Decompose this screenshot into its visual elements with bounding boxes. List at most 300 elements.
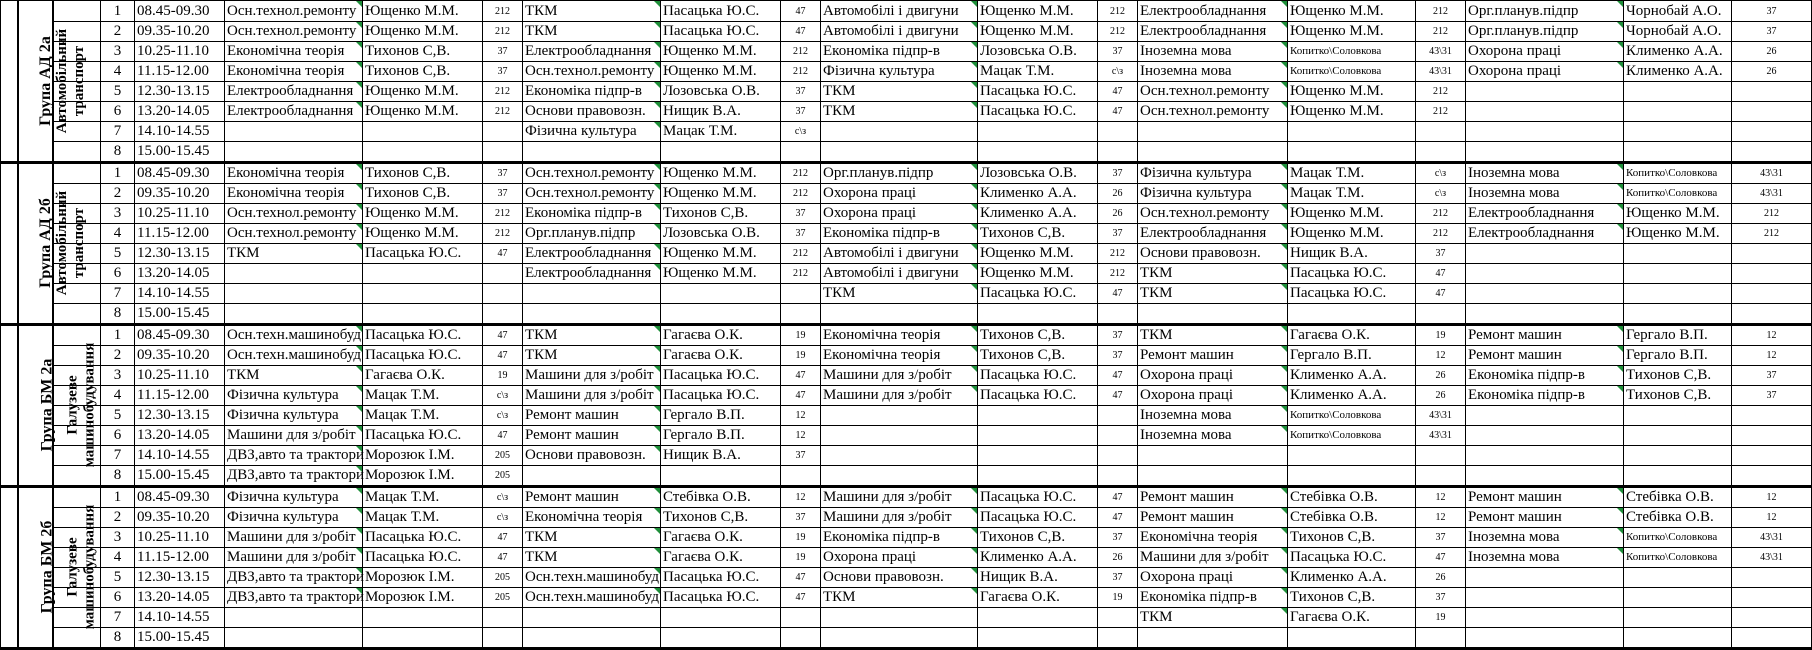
room-cell bbox=[781, 628, 821, 649]
teacher-cell bbox=[363, 284, 483, 304]
comment-marker-icon bbox=[654, 326, 660, 332]
teacher-cell bbox=[1624, 264, 1732, 284]
subject-cell: ДВЗ,авто та трактори bbox=[225, 466, 363, 487]
room-cell bbox=[1098, 608, 1138, 628]
teacher-cell: Ющенко М.М. bbox=[1288, 204, 1416, 224]
room-cell: 37 bbox=[781, 82, 821, 102]
room-cell: 47 bbox=[1098, 386, 1138, 406]
table-row bbox=[1, 508, 1812, 528]
room-cell: 26 bbox=[1732, 42, 1812, 62]
room-cell: 37 bbox=[1098, 163, 1138, 184]
subject-cell bbox=[1466, 406, 1624, 426]
subject-cell bbox=[821, 446, 978, 466]
teacher-cell: Копитко\Соловкова bbox=[1624, 163, 1732, 184]
comment-marker-icon bbox=[971, 22, 977, 28]
room-cell: 43\31 bbox=[1732, 184, 1812, 204]
subject-cell: Ремонт машин bbox=[1138, 508, 1288, 528]
room-cell: 47 bbox=[781, 386, 821, 406]
teacher-cell bbox=[363, 608, 483, 628]
room-cell: 26 bbox=[1416, 568, 1466, 588]
subject-cell: ТКМ bbox=[225, 366, 363, 386]
teacher-cell: Клименко А.А. bbox=[1624, 42, 1732, 62]
comment-marker-icon bbox=[654, 426, 660, 432]
room-cell bbox=[1732, 466, 1812, 487]
room-cell: 26 bbox=[1098, 548, 1138, 568]
subject-cell: Машини для з/робіт bbox=[821, 487, 978, 508]
teacher-cell bbox=[1624, 304, 1732, 325]
teacher-cell: Морозюк І.М. bbox=[363, 466, 483, 487]
room-cell: 47 bbox=[781, 366, 821, 386]
room-cell bbox=[1098, 122, 1138, 142]
comment-marker-icon bbox=[1617, 326, 1623, 332]
room-cell: 212 bbox=[483, 204, 523, 224]
teacher-cell bbox=[363, 142, 483, 163]
room-cell: 26 bbox=[1098, 184, 1138, 204]
table-row bbox=[1, 224, 1812, 244]
subject-cell: ТКМ bbox=[821, 82, 978, 102]
teacher-cell bbox=[1624, 82, 1732, 102]
subject-cell: Іноземна мова bbox=[1466, 184, 1624, 204]
lesson-time: 09.35-10.20 bbox=[135, 184, 225, 204]
comment-marker-icon bbox=[971, 224, 977, 230]
teacher-cell bbox=[1288, 142, 1416, 163]
teacher-cell bbox=[363, 304, 483, 325]
comment-marker-icon bbox=[1281, 284, 1287, 290]
lesson-time: 11.15-12.00 bbox=[135, 548, 225, 568]
teacher-cell bbox=[978, 628, 1098, 649]
room-cell: 205 bbox=[483, 466, 523, 487]
lesson-number: 8 bbox=[101, 304, 135, 325]
room-cell: 19 bbox=[781, 325, 821, 346]
comment-marker-icon bbox=[356, 22, 362, 28]
specialty-line: машинобудування bbox=[80, 342, 97, 468]
lesson-number: 1 bbox=[101, 325, 135, 346]
lesson-number: 7 bbox=[101, 122, 135, 142]
lesson-number: 3 bbox=[101, 204, 135, 224]
subject-cell: Охорона праці bbox=[1138, 366, 1288, 386]
comment-marker-icon bbox=[971, 346, 977, 352]
teacher-cell: Гагаєва О.К. bbox=[661, 548, 781, 568]
room-cell: 212 bbox=[483, 224, 523, 244]
comment-marker-icon bbox=[971, 62, 977, 68]
subject-cell bbox=[523, 466, 661, 487]
subject-cell bbox=[225, 122, 363, 142]
room-cell bbox=[483, 142, 523, 163]
specialty-line: Автомобільний bbox=[53, 28, 70, 133]
lesson-number: 2 bbox=[101, 346, 135, 366]
lesson-number: 5 bbox=[101, 82, 135, 102]
teacher-cell bbox=[1624, 466, 1732, 487]
room-cell bbox=[781, 466, 821, 487]
room-cell: 212 bbox=[781, 184, 821, 204]
lesson-time: 13.20-14.05 bbox=[135, 264, 225, 284]
comment-marker-icon bbox=[356, 164, 362, 170]
teacher-cell: Ющенко М.М. bbox=[1624, 204, 1732, 224]
comment-marker-icon bbox=[1617, 346, 1623, 352]
subject-cell: ТКМ bbox=[523, 325, 661, 346]
subject-cell: Орг.планув.підпр bbox=[1466, 1, 1624, 22]
teacher-cell: Пасацька Ю.С. bbox=[978, 487, 1098, 508]
comment-marker-icon bbox=[1281, 204, 1287, 210]
comment-marker-icon bbox=[356, 426, 362, 432]
teacher-cell: Ющенко М.М. bbox=[661, 264, 781, 284]
subject-cell bbox=[523, 142, 661, 163]
table-row bbox=[1, 588, 1812, 608]
lesson-time: 09.35-10.20 bbox=[135, 346, 225, 366]
room-cell: 37 bbox=[1416, 244, 1466, 264]
subject-cell bbox=[1466, 122, 1624, 142]
comment-marker-icon bbox=[356, 446, 362, 452]
lesson-number: 8 bbox=[101, 466, 135, 487]
subject-cell: Машини для з/робіт bbox=[821, 386, 978, 406]
room-cell bbox=[1098, 466, 1138, 487]
comment-marker-icon bbox=[654, 346, 660, 352]
comment-marker-icon bbox=[971, 366, 977, 372]
group-name-cell bbox=[1, 487, 56, 649]
room-cell: 12 bbox=[1416, 487, 1466, 508]
room-cell: 19 bbox=[781, 528, 821, 548]
subject-cell: ТКМ bbox=[821, 102, 978, 122]
room-cell: 37 bbox=[781, 102, 821, 122]
lesson-number: 2 bbox=[101, 184, 135, 204]
lesson-time: 14.10-14.55 bbox=[135, 122, 225, 142]
room-cell: 26 bbox=[1732, 62, 1812, 82]
room-cell: 43\31 bbox=[1732, 163, 1812, 184]
teacher-cell: Клименко А.А. bbox=[978, 204, 1098, 224]
teacher-cell: Тихонов С,В. bbox=[978, 224, 1098, 244]
subject-cell: Економіка підпр-в bbox=[821, 528, 978, 548]
subject-cell: Орг.планув.підпр bbox=[821, 163, 978, 184]
room-cell: 47 bbox=[781, 22, 821, 42]
room-cell: 212 bbox=[781, 244, 821, 264]
subject-cell: Машини для з/робіт bbox=[225, 548, 363, 568]
subject-cell: Ремонт машин bbox=[1466, 487, 1624, 508]
teacher-cell: Тихонов С,В. bbox=[1624, 386, 1732, 406]
subject-cell: Охорона праці bbox=[1138, 386, 1288, 406]
table-row bbox=[1, 204, 1812, 224]
room-cell: 47 bbox=[483, 548, 523, 568]
teacher-cell: Ющенко М.М. bbox=[363, 1, 483, 22]
teacher-cell: Гагаєва О.К. bbox=[661, 528, 781, 548]
teacher-cell: Мацак Т.М. bbox=[363, 406, 483, 426]
teacher-cell: Нищик В.А. bbox=[661, 102, 781, 122]
lesson-number: 5 bbox=[101, 406, 135, 426]
teacher-cell: Мацак Т.М. bbox=[661, 122, 781, 142]
room-cell: 212 bbox=[1732, 204, 1812, 224]
room-cell: 12 bbox=[1416, 346, 1466, 366]
comment-marker-icon bbox=[1281, 22, 1287, 28]
room-cell: 37 bbox=[1098, 224, 1138, 244]
teacher-cell bbox=[978, 406, 1098, 426]
room-cell: 47 bbox=[1098, 102, 1138, 122]
teacher-cell: Мацак Т.М. bbox=[1288, 184, 1416, 204]
specialty-name bbox=[54, 191, 88, 295]
comment-marker-icon bbox=[1281, 102, 1287, 108]
teacher-cell bbox=[1624, 446, 1732, 466]
comment-marker-icon bbox=[654, 386, 660, 392]
room-cell bbox=[1416, 122, 1466, 142]
subject-cell bbox=[1138, 446, 1288, 466]
comment-marker-icon bbox=[1281, 406, 1287, 412]
comment-marker-icon bbox=[971, 488, 977, 494]
teacher-cell bbox=[1288, 628, 1416, 649]
table-row bbox=[1, 184, 1812, 204]
comment-marker-icon bbox=[654, 508, 660, 514]
subject-cell bbox=[225, 264, 363, 284]
subject-cell: Охорона праці bbox=[821, 184, 978, 204]
room-cell bbox=[1416, 628, 1466, 649]
teacher-cell: Пасацька Ю.С. bbox=[363, 244, 483, 264]
comment-marker-icon bbox=[654, 204, 660, 210]
room-cell: 26 bbox=[1416, 366, 1466, 386]
subject-cell: Охорона праці bbox=[1466, 42, 1624, 62]
subject-cell: Основи правовозн. bbox=[523, 446, 661, 466]
table-row bbox=[1, 304, 1812, 325]
room-cell: 212 bbox=[1098, 1, 1138, 22]
teacher-cell: Ющенко М.М. bbox=[661, 42, 781, 62]
teacher-cell: Ющенко М.М. bbox=[1288, 224, 1416, 244]
subject-cell: Основи правовозн. bbox=[1138, 244, 1288, 264]
teacher-cell: Копитко\Соловкова bbox=[1624, 548, 1732, 568]
room-cell: 212 bbox=[1098, 22, 1138, 42]
comment-marker-icon bbox=[1281, 42, 1287, 48]
teacher-cell bbox=[978, 304, 1098, 325]
room-cell bbox=[1416, 446, 1466, 466]
subject-cell: Осн.технол.ремонту bbox=[225, 1, 363, 22]
room-cell: 212 bbox=[1416, 102, 1466, 122]
teacher-cell bbox=[1624, 406, 1732, 426]
room-cell: 47 bbox=[781, 568, 821, 588]
subject-cell: Фізична культура bbox=[225, 487, 363, 508]
table-row bbox=[1, 528, 1812, 548]
comment-marker-icon bbox=[971, 1, 977, 7]
room-cell bbox=[1732, 244, 1812, 264]
room-cell: 47 bbox=[483, 528, 523, 548]
room-cell: 212 bbox=[1732, 224, 1812, 244]
room-cell: 37 bbox=[1732, 22, 1812, 42]
lesson-number: 6 bbox=[101, 102, 135, 122]
comment-marker-icon bbox=[1617, 386, 1623, 392]
subject-cell: Економічна теорія bbox=[821, 346, 978, 366]
subject-cell: Електрообладнання bbox=[225, 102, 363, 122]
room-cell: 37 bbox=[1098, 325, 1138, 346]
room-cell: 37 bbox=[1416, 528, 1466, 548]
subject-cell: Автомобілі і двигуни bbox=[821, 264, 978, 284]
comment-marker-icon bbox=[1281, 366, 1287, 372]
teacher-cell: Чорнобай А.О. bbox=[1624, 1, 1732, 22]
subject-cell bbox=[1466, 608, 1624, 628]
room-cell: 19 bbox=[483, 366, 523, 386]
room-cell bbox=[1732, 608, 1812, 628]
room-cell bbox=[483, 122, 523, 142]
teacher-cell: Клименко А.А. bbox=[978, 548, 1098, 568]
comment-marker-icon bbox=[1617, 164, 1623, 170]
teacher-cell bbox=[1624, 426, 1732, 446]
room-cell: 43\31 bbox=[1416, 426, 1466, 446]
lesson-time: 12.30-13.15 bbox=[135, 82, 225, 102]
subject-cell bbox=[523, 284, 661, 304]
lesson-time: 08.45-09.30 bbox=[135, 1, 225, 22]
subject-cell: Фізична культура bbox=[225, 406, 363, 426]
comment-marker-icon bbox=[1281, 508, 1287, 514]
room-cell: 37 bbox=[1732, 366, 1812, 386]
lesson-number: 1 bbox=[101, 163, 135, 184]
subject-cell: Електрообладнання bbox=[523, 244, 661, 264]
room-cell: 212 bbox=[1098, 244, 1138, 264]
comment-marker-icon bbox=[971, 164, 977, 170]
room-cell bbox=[1732, 264, 1812, 284]
comment-marker-icon bbox=[356, 102, 362, 108]
room-cell: 19 bbox=[781, 548, 821, 568]
comment-marker-icon bbox=[356, 508, 362, 514]
room-cell bbox=[1732, 122, 1812, 142]
table-row bbox=[1, 62, 1812, 82]
comment-marker-icon bbox=[1281, 224, 1287, 230]
subject-cell: Осн.технол.ремонту bbox=[523, 62, 661, 82]
group-name-cell bbox=[1, 1, 54, 163]
room-cell: 212 bbox=[483, 82, 523, 102]
subject-cell bbox=[1138, 142, 1288, 163]
comment-marker-icon bbox=[1281, 82, 1287, 88]
comment-marker-icon bbox=[1281, 528, 1287, 534]
teacher-cell bbox=[1624, 628, 1732, 649]
teacher-cell: Лозовська О.В. bbox=[978, 163, 1098, 184]
room-cell: 212 bbox=[1098, 264, 1138, 284]
room-cell: 19 bbox=[1098, 588, 1138, 608]
teacher-cell: Тихонов С,В. bbox=[978, 325, 1098, 346]
teacher-cell bbox=[978, 446, 1098, 466]
subject-cell bbox=[821, 426, 978, 446]
table-row bbox=[1, 386, 1812, 406]
comment-marker-icon bbox=[1281, 488, 1287, 494]
room-cell: 47 bbox=[1098, 284, 1138, 304]
subject-cell: Охорона праці bbox=[821, 204, 978, 224]
teacher-cell: Ющенко М.М. bbox=[1624, 224, 1732, 244]
room-cell bbox=[1098, 628, 1138, 649]
teacher-cell: Тихонов С,В. bbox=[661, 204, 781, 224]
room-cell: 43\31 bbox=[1732, 528, 1812, 548]
specialty-line: транспорт bbox=[70, 45, 87, 116]
subject-cell: Економічна теорія bbox=[821, 325, 978, 346]
teacher-cell: Пасацька Ю.С. bbox=[978, 102, 1098, 122]
comment-marker-icon bbox=[356, 568, 362, 574]
teacher-cell bbox=[661, 142, 781, 163]
lesson-number: 2 bbox=[101, 508, 135, 528]
teacher-cell: Стебівка О.В. bbox=[661, 487, 781, 508]
comment-marker-icon bbox=[971, 326, 977, 332]
comment-marker-icon bbox=[356, 62, 362, 68]
teacher-cell: Лозовська О.В. bbox=[661, 224, 781, 244]
comment-marker-icon bbox=[971, 528, 977, 534]
comment-marker-icon bbox=[1617, 204, 1623, 210]
comment-marker-icon bbox=[1617, 548, 1623, 554]
table-row bbox=[1, 142, 1812, 163]
group-name: Група БМ 2б bbox=[38, 520, 56, 614]
comment-marker-icon bbox=[1281, 164, 1287, 170]
teacher-cell: Ющенко М.М. bbox=[661, 62, 781, 82]
teacher-cell: Тихонов С,В. bbox=[978, 346, 1098, 366]
teacher-cell bbox=[1624, 588, 1732, 608]
teacher-cell: Тихонов С,В. bbox=[363, 62, 483, 82]
lesson-number: 1 bbox=[101, 1, 135, 22]
subject-cell: Орг.планув.підпр bbox=[1466, 22, 1624, 42]
teacher-cell: Ющенко М.М. bbox=[1288, 102, 1416, 122]
comment-marker-icon bbox=[1617, 22, 1623, 28]
subject-cell: Ремонт машин bbox=[1466, 325, 1624, 346]
teacher-cell: Пасацька Ю.С. bbox=[661, 568, 781, 588]
comment-marker-icon bbox=[654, 548, 660, 554]
table-row bbox=[1, 406, 1812, 426]
comment-marker-icon bbox=[1617, 1, 1623, 7]
subject-cell bbox=[1466, 628, 1624, 649]
comment-marker-icon bbox=[356, 184, 362, 190]
room-cell bbox=[1416, 466, 1466, 487]
room-cell: 47 bbox=[1098, 508, 1138, 528]
subject-cell: Машини для з/робіт bbox=[1138, 548, 1288, 568]
table-row bbox=[1, 426, 1812, 446]
room-cell: 47 bbox=[781, 588, 821, 608]
room-cell: 212 bbox=[1416, 82, 1466, 102]
subject-cell: Електрообладнання bbox=[1138, 1, 1288, 22]
lesson-number: 4 bbox=[101, 62, 135, 82]
subject-cell: Машини для з/робіт bbox=[225, 426, 363, 446]
subject-cell: Економіка підпр-в bbox=[1466, 366, 1624, 386]
subject-cell: Осн.техн.машинобуд bbox=[225, 346, 363, 366]
room-cell: 37 bbox=[1098, 346, 1138, 366]
subject-cell: ТКМ bbox=[1138, 608, 1288, 628]
subject-cell: Іноземна мова bbox=[1138, 426, 1288, 446]
teacher-cell: Нищик В.А. bbox=[978, 568, 1098, 588]
lesson-number: 8 bbox=[101, 142, 135, 163]
room-cell bbox=[1098, 406, 1138, 426]
teacher-cell: Ющенко М.М. bbox=[661, 244, 781, 264]
subject-cell: Іноземна мова bbox=[1138, 406, 1288, 426]
subject-cell: Фізична культура bbox=[821, 62, 978, 82]
subject-cell: ТКМ bbox=[821, 284, 978, 304]
teacher-cell: Гергало В.П. bbox=[1288, 346, 1416, 366]
room-cell: 47 bbox=[1098, 487, 1138, 508]
comment-marker-icon bbox=[1617, 62, 1623, 68]
comment-marker-icon bbox=[654, 42, 660, 48]
subject-cell: ТКМ bbox=[1138, 325, 1288, 346]
specialty-line: Галузеве bbox=[63, 537, 80, 597]
subject-cell: Економіка підпр-в bbox=[821, 42, 978, 62]
teacher-cell: Копитко\Соловкова bbox=[1288, 426, 1416, 446]
subject-cell bbox=[1466, 426, 1624, 446]
teacher-cell: Копитко\Соловкова bbox=[1288, 42, 1416, 62]
room-cell bbox=[483, 304, 523, 325]
subject-cell: Економіка підпр-в bbox=[523, 82, 661, 102]
subject-cell bbox=[821, 142, 978, 163]
teacher-cell: Ющенко М.М. bbox=[1288, 82, 1416, 102]
teacher-cell: Нищик В.А. bbox=[1288, 244, 1416, 264]
room-cell: 37 bbox=[483, 42, 523, 62]
teacher-cell: Тихонов С,В. bbox=[1624, 366, 1732, 386]
lesson-number: 6 bbox=[101, 588, 135, 608]
subject-cell bbox=[225, 142, 363, 163]
subject-cell bbox=[1138, 304, 1288, 325]
subject-cell: Машини для з/робіт bbox=[523, 386, 661, 406]
subject-cell bbox=[1466, 466, 1624, 487]
lesson-number: 3 bbox=[101, 528, 135, 548]
specialty-name bbox=[64, 343, 98, 468]
subject-cell: Автомобілі і двигуни bbox=[821, 244, 978, 264]
lesson-time: 13.20-14.05 bbox=[135, 426, 225, 446]
teacher-cell: Пасацька Ю.С. bbox=[363, 325, 483, 346]
subject-cell: Економічна теорія bbox=[225, 42, 363, 62]
teacher-cell: Пасацька Ю.С. bbox=[661, 366, 781, 386]
teacher-cell: Гагаєва О.К. bbox=[1288, 325, 1416, 346]
